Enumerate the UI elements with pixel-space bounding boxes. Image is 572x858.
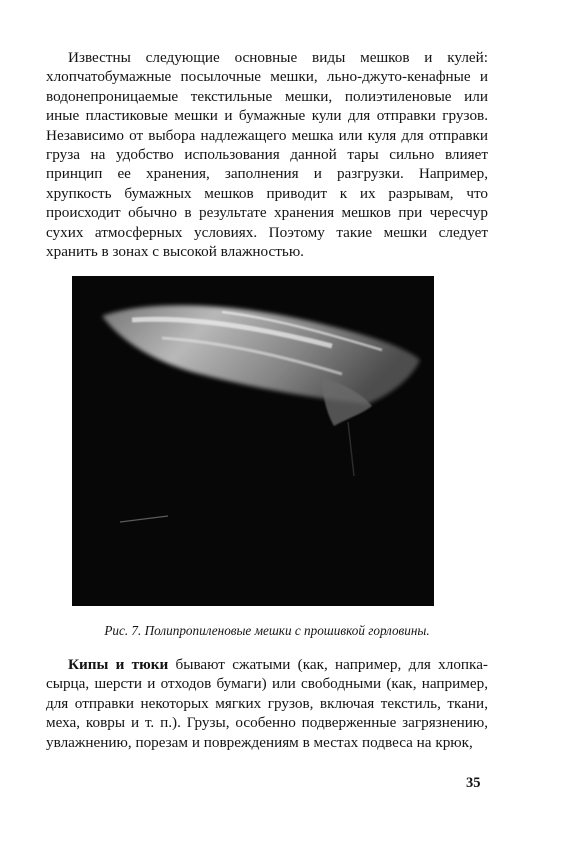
paragraph-bales	[46, 655, 488, 752]
bales-term: Кипы и тюки	[68, 656, 169, 673]
polypropylene-bags-photo	[72, 276, 434, 606]
page-number: 35	[466, 775, 481, 791]
figure-caption: Рис. 7. Полипропиленовые мешки с прошивкой горловины.	[104, 623, 430, 638]
bales-description: бывают сжатыми (как, например, для хлопка-сырца, шерсти и отходов бумаги) или свободными (как, например, для отправки некоторых мягких грузов, включая текстиль, ткани, меха, ковры и т. п.). Грузы, особенно подверженные загрязнению, увлажнению, порезам и повреждениям в местах подвеса на крюк,	[46, 656, 488, 751]
figure-photo	[72, 276, 434, 606]
paragraph-bags-types: Известны следующие основные виды мешков и кулей: хлопчатобумажные посылочные мешки, льно-джуто-кенафные и водонепроницаемые текстильные мешки, полиэтиленовые или иные пластиковые мешки и бумажные кули для отправки грузов. Независимо от выбора надлежащего мешка или куля для отправки груза на удобство использования данной тары сильно влияет принцип ее хранения, заполнения и разгрузки. Например, хрупкость бумажных мешков приводит к их разрывам, что происходит обычно в результате хранения мешков при чересчур сухих атмосферных условиях. Поэтому такие мешки следует хранить в зонах с высокой влажностью.	[46, 49, 488, 261]
